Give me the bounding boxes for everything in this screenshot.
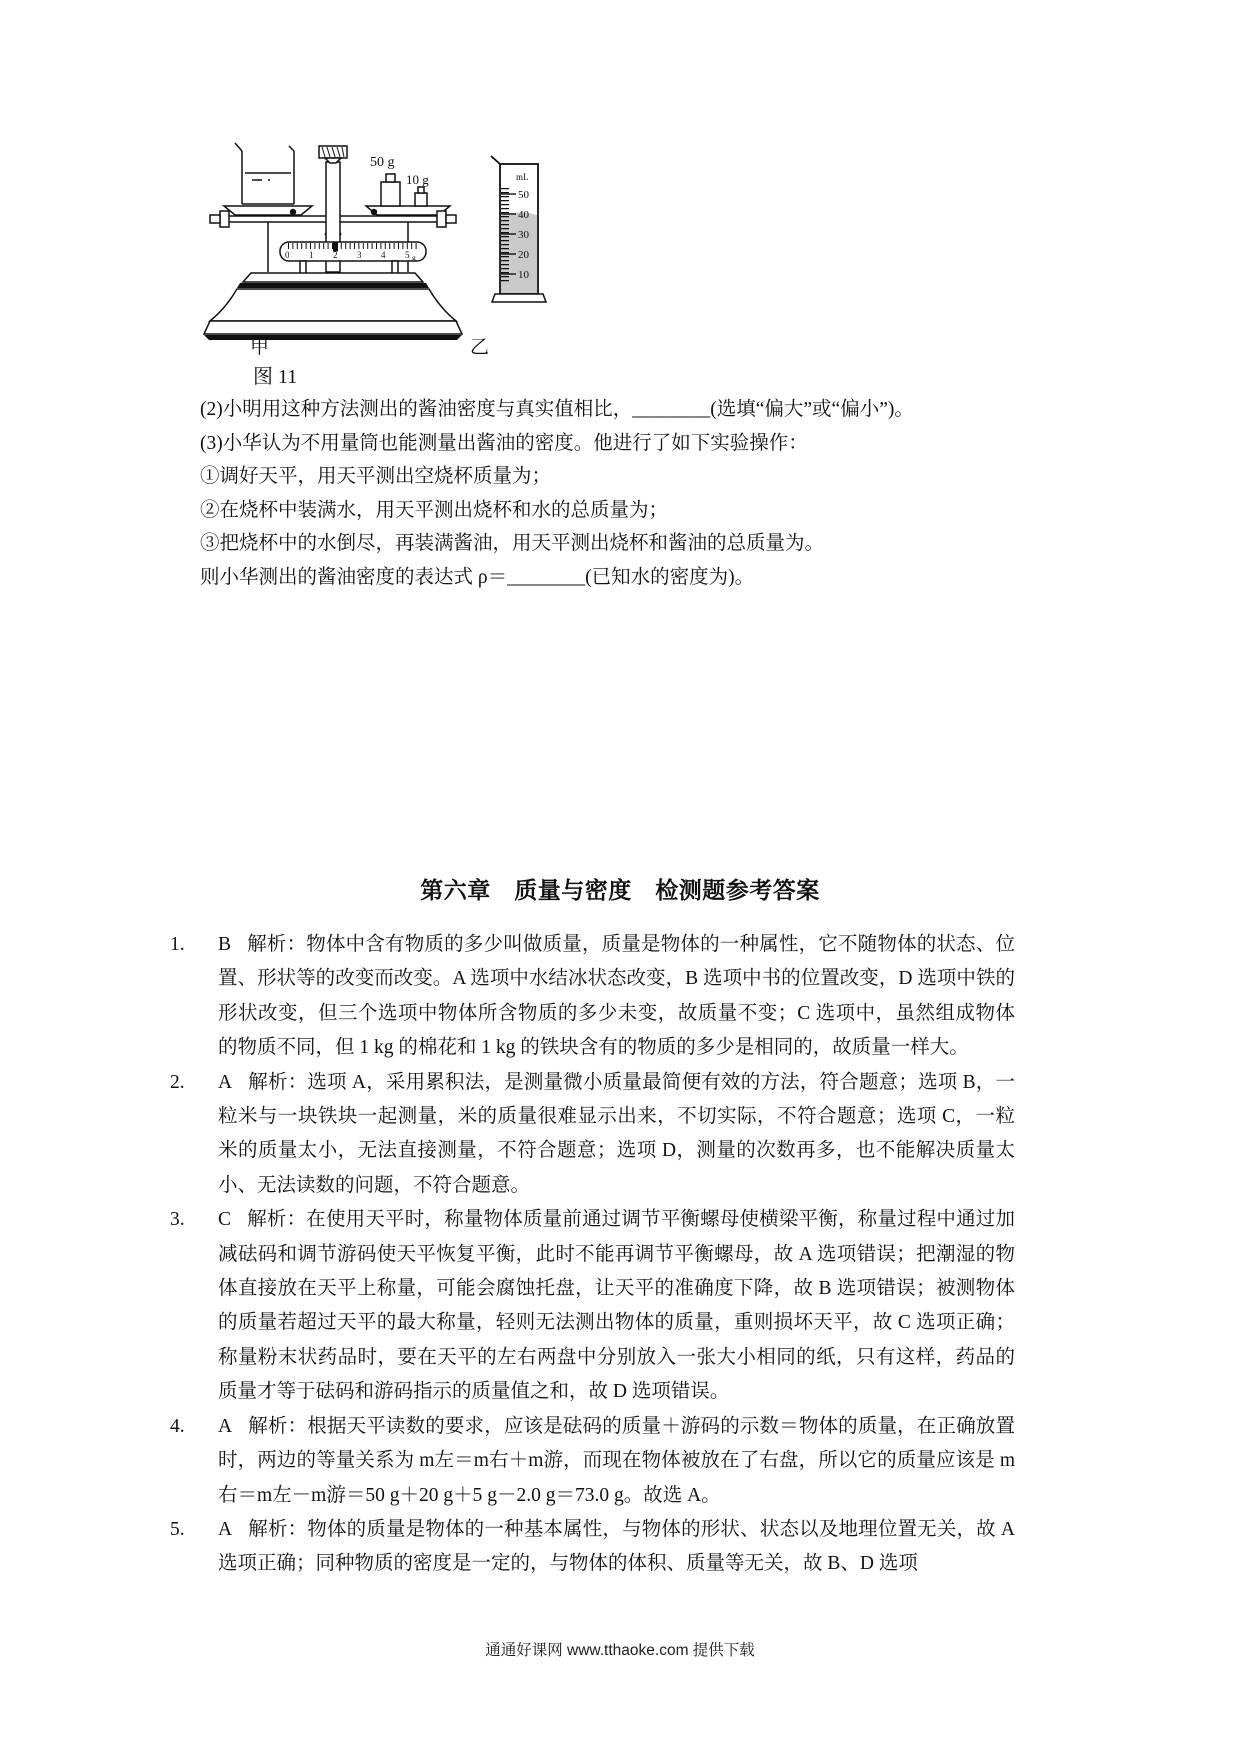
question-step-2: ②在烧杯中装满水，用天平测出烧杯和水的总质量为； bbox=[200, 499, 669, 521]
answer-body bbox=[218, 1203, 1015, 1409]
answer-letter: A bbox=[218, 1518, 233, 1540]
weight-50g bbox=[381, 174, 400, 206]
question-step-1: ①调好天平，用天平测出空烧杯质量为； bbox=[200, 466, 552, 488]
figure-11 bbox=[178, 116, 578, 366]
beaker bbox=[235, 143, 294, 204]
answer-body bbox=[218, 1513, 1015, 1582]
answer-number: 4. bbox=[170, 1415, 185, 1437]
weight-10g-label: 10 g bbox=[406, 172, 429, 187]
answer-item-2 bbox=[170, 1066, 1015, 1204]
answer-letter: A bbox=[218, 1415, 233, 1437]
ruler-number: 5 bbox=[405, 250, 410, 260]
answer-item-1 bbox=[170, 928, 1015, 1066]
footer-site-note: 通通好课网 www.tthaoke.com 提供下载 bbox=[485, 1642, 755, 1659]
answer-letter: B bbox=[218, 934, 232, 955]
answer-body bbox=[218, 928, 1015, 1066]
balance-scale-drawing bbox=[204, 143, 462, 358]
answer-number: 3. bbox=[170, 1209, 185, 1231]
ruler-unit: g bbox=[412, 253, 416, 262]
answer-text: 解析：选项 A，采用累积法，是测量微小质量最简便有效的方法，符合题意；选项 B，一粒米与一块铁块一起测量，米的质量很难显示出来，不切实际，不符合题意；选项 C，一粒米的质量太小，无法直接测量，不符合题意；选项 D，测量的次数再多，也不能解决质量太小、无法读数的问题，不符合题意。 bbox=[218, 1071, 1015, 1196]
answer-text: 解析：物体中含有物质的多少叫做质量，质量是物体的一种属性，它不随物体的状态、位置、形状等的改变而改变。A 选项中水结冰状态改变，B 选项中书的位置改变，D 选项中铁的形状改变，但三个选项中物体所含物质的多少未变，故质量不变；C 选项中，虽然组成物体的物质不同，但 1 kg 的棉花和 1 kg 的铁块含有的物质的多少是相同的，故质量一样大。 bbox=[218, 934, 1015, 1059]
answer-letter: C bbox=[218, 1209, 232, 1231]
answer-number: 2. bbox=[170, 1071, 185, 1093]
cylinder-tick-50: 50 bbox=[518, 189, 529, 201]
answer-item-3 bbox=[170, 1203, 1015, 1409]
cylinder-tick-20: 20 bbox=[518, 249, 529, 261]
ruler-number: 1 bbox=[309, 250, 314, 260]
answer-item-4 bbox=[170, 1410, 1015, 1513]
answer-number: 1. bbox=[170, 934, 185, 955]
question-conclusion: 则小华测出的酱油密度的表达式 ρ＝________(已知水的密度为)。 bbox=[200, 566, 755, 588]
answer-text: 解析：根据天平读数的要求，应该是砝码的质量＋游码的示数＝物体的质量，在正确放置时，两边的等量关系为 m左＝m右＋m游，而现在物体被放在了右盘，所以它的质量应该是 m右＝m左－m游＝50 g＋20 g＋5 g－2.0 g＝73.0 g。故选 A。 bbox=[218, 1415, 1015, 1506]
question-step-3: ③把烧杯中的水倒尽，再装满酱油，用天平测出烧杯和酱油的总质量为。 bbox=[200, 533, 825, 555]
ruler-number: 4 bbox=[381, 250, 386, 260]
cylinder-unit: mL bbox=[516, 172, 529, 182]
balance-label-jia: 甲 bbox=[250, 337, 270, 358]
figure-caption: 图 11 bbox=[253, 366, 298, 388]
answers-list bbox=[170, 928, 1015, 1582]
ruler-number: 2 bbox=[333, 250, 338, 260]
weight-10g bbox=[415, 187, 427, 206]
answer-body bbox=[218, 1410, 1015, 1513]
base bbox=[204, 273, 462, 340]
question-line-2: (2)小明用这种方法测出的酱油密度与真实值相比，________(选填“偏大”或“偏小”)。 bbox=[200, 399, 914, 420]
cylinder-tick-30: 30 bbox=[518, 229, 529, 241]
figure-11-drawing bbox=[178, 116, 578, 366]
cylinder-tick-40: 40 bbox=[518, 209, 529, 221]
weight-50g-label: 50 g bbox=[370, 155, 395, 170]
cylinder-tick-10: 10 bbox=[518, 269, 529, 281]
answer-number: 5. bbox=[170, 1518, 185, 1540]
graduated-cylinder-drawing bbox=[470, 156, 546, 358]
answer-letter: A bbox=[218, 1071, 233, 1093]
ruler-number: 0 bbox=[285, 250, 290, 260]
answer-text: 解析：在使用天平时，称量物体质量前通过调节平衡螺母使横梁平衡，称量过程中通过加减砝码和调节游码使天平恢复平衡，此时不能再调节平衡螺母，故 A 选项错误；把潮湿的物体直接放在天平上称量，可能会腐蚀托盘，让天平的准确度下降，故 B 选项错误；被测物体的质量若超过天平的最大称量，轻则无法测出物体的质量，重则损坏天平，故 C 选项正确；称量粉末状药品时，要在天平的左右两盘中分别放入一张大小相同的纸，只有这样，药品的质量才等于砝码和游码指示的质量值之和，故 D 选项错误。 bbox=[218, 1209, 1015, 1403]
cylinder-label-yi: 乙 bbox=[470, 337, 490, 358]
answer-text: 解析：物体的质量是物体的一种基本属性，与物体的形状、状态以及地理位置无关，故 A 选项正确；同种物质的密度是一定的，与物体的体积、质量等无关，故 B、D 选项 bbox=[218, 1518, 1015, 1575]
ruler-number: 3 bbox=[357, 250, 362, 260]
answers-heading: 第六章 质量与密度 检测题参考答案 bbox=[420, 878, 820, 903]
question-line-3: (3)小华认为不用量筒也能测量出酱油的密度。他进行了如下实验操作： bbox=[200, 432, 808, 454]
answer-item-5 bbox=[170, 1513, 1015, 1582]
answer-body bbox=[218, 1066, 1015, 1204]
question-block bbox=[200, 393, 975, 595]
